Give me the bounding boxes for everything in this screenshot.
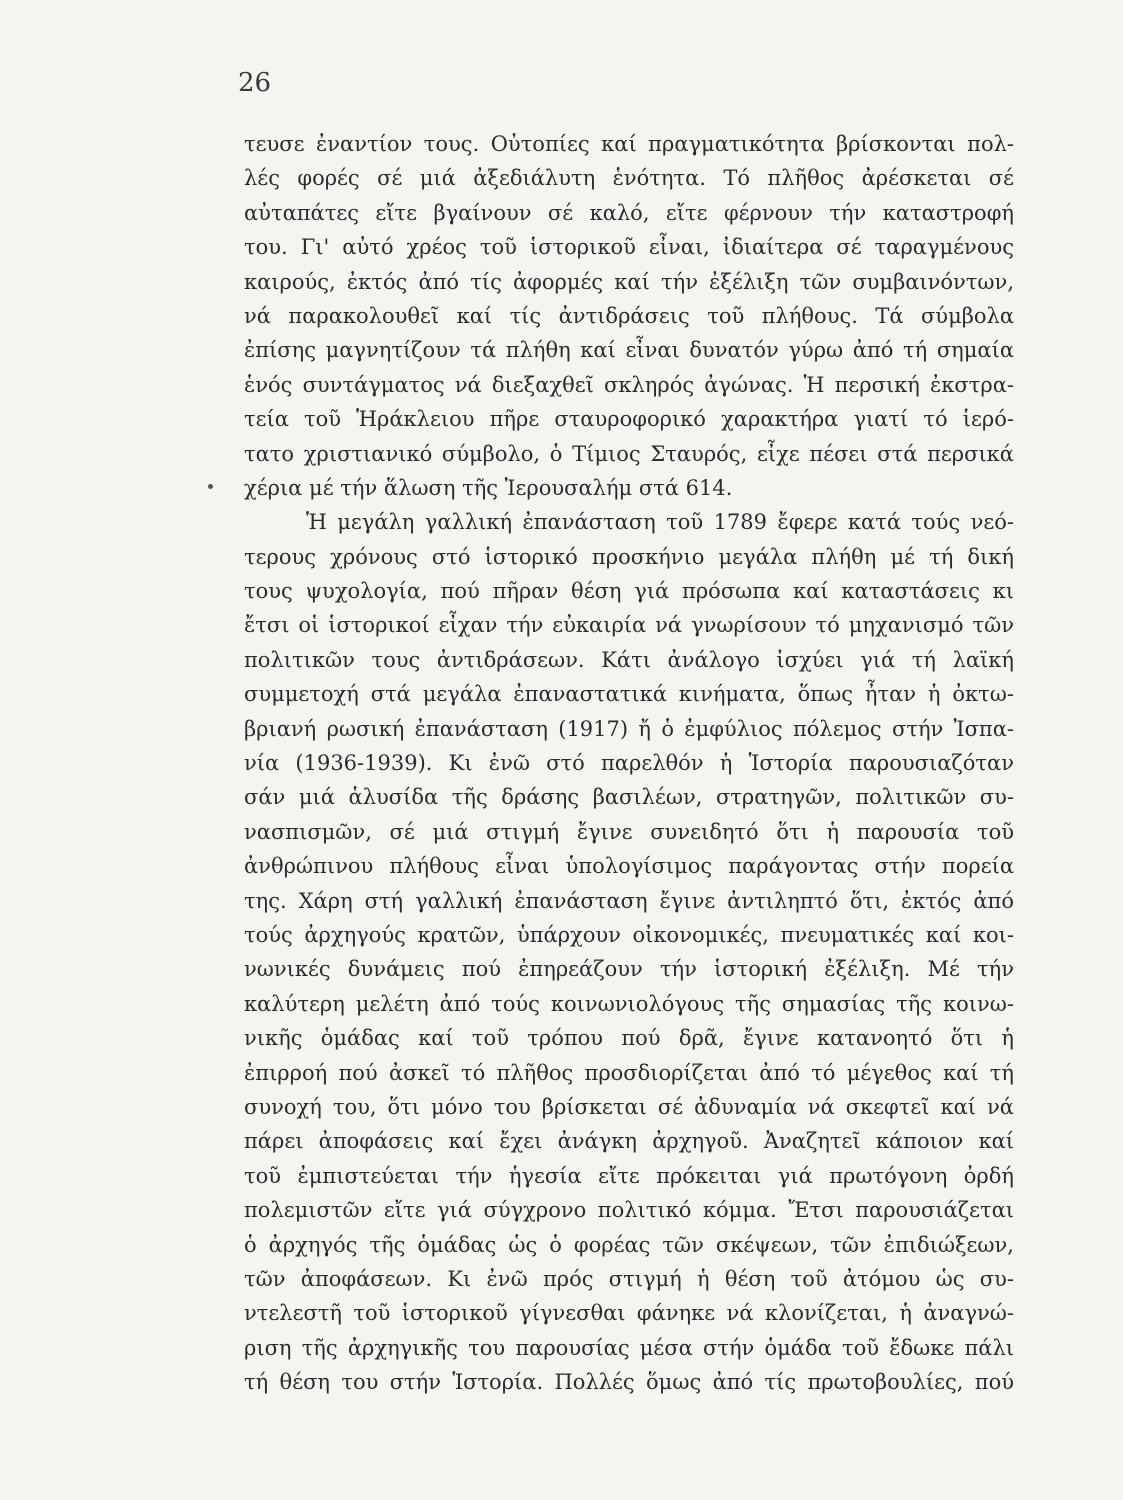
text-line: ἑνός συντάγματος νά διεξαχθεῖ σκληρός ἀγώνας. Ἡ περσική ἐκστρα- <box>244 372 1014 397</box>
text-line: πάρει ἀποφάσεις καί ἔχει ἀνάγκη ἀρχηγοῦ. Ἀναζητεῖ κάποιον καί <box>244 1129 1014 1154</box>
text-line: αὐταπάτες εἴτε βγαίνουν σέ καλό, εἴτε φέρνουν τήν καταστροφή <box>244 200 1014 225</box>
paragraph-2 <box>244 505 1014 1399</box>
text-line: νωνικές δυνάμεις πού ἐπηρεάζουν τήν ἱστορική ἐξέλιξη. Μέ τήν <box>244 957 1014 982</box>
text-line: τῶν ἀποφάσεων. Κι ἐνῶ πρός στιγμή ἡ θέση τοῦ ἀτόμου ὡς συ- <box>244 1266 1014 1291</box>
text-line: νικῆς ὁμάδας καί τοῦ τρόπου πού δρᾶ, ἔγινε κατανοητό ὅτι ἡ <box>244 1026 1014 1051</box>
text-line: ἔτσι οἱ ἱστορικοί εἶχαν τήν εὐκαιρία νά γνωρίσουν τό μηχανισμό τῶν <box>244 613 1014 638</box>
text-line: νασπισμῶν, σέ μιά στιγμή ἔγινε συνειδητό ὅτι ἡ παρουσία τοῦ <box>244 819 1014 844</box>
text-line: πολιτικῶν τους ἀντιδράσεων. Κάτι ἀνάλογο ἰσχύει γιά τή λαϊκή <box>244 647 1014 672</box>
text-line: τή θέση του στήν Ἱστορία. Πολλές ὅμως ἀπό τίς πρωτοβουλίες, πού <box>244 1370 1014 1395</box>
body-text <box>244 127 1014 1399</box>
text-line: της. Χάρη στή γαλλική ἐπανάσταση ἔγινε ἀντιληπτό ὅτι, ἐκτός ἀπό <box>244 888 1014 913</box>
text-line: τεία τοῦ Ἡράκλειου πῆρε σταυροφορικό χαρακτήρα γιατί τό ἱερό- <box>244 407 1014 432</box>
text-line: πολεμιστῶν εἴτε γιά σύγχρονο πολιτικό κόμμα. Ἔτσι παρουσιάζεται <box>244 1198 1014 1223</box>
text-line: νία (1936-1939). Κι ἐνῶ στό παρελθόν ἡ Ἱστορία παρουσιαζόταν <box>244 751 1014 776</box>
text-line: τους ψυχολογία, πού πῆραν θέση γιά πρόσωπα καί καταστάσεις κι <box>244 579 1014 604</box>
text-line: ἐπίσης μαγνητίζουν τά πλήθη καί εἶναι δυνατόν γύρω ἀπό τή σημαία <box>244 338 1014 363</box>
text-line: τατο χριστιανικό σύμβολο, ὁ Τίμιος Σταυρός, εἶχε πέσει στά περσικά <box>244 441 1014 466</box>
page-number: 26 <box>238 68 272 98</box>
bullet-dot-icon <box>208 484 213 489</box>
text-line: σάν μιά ἁλυσίδα τῆς δράσης βασιλέων, στρατηγῶν, πολιτικῶν συ- <box>244 785 1014 810</box>
text-line: νά παρακολουθεῖ καί τίς ἀντιδράσεις τοῦ πλήθους. Τά σύμβολα <box>244 303 1014 328</box>
text-line: καιρούς, ἐκτός ἀπό τίς ἀφορμές καί τήν ἐξέλιξη τῶν συμβαινόντων, <box>244 269 1014 294</box>
paragraph-1 <box>244 127 1014 505</box>
text-line: ὁ ἀρχηγός τῆς ὁμάδας ὡς ὁ φορέας τῶν σκέψεων, τῶν ἐπιδιώξεων, <box>244 1232 1014 1257</box>
text-line: τευσε ἐναντίον τους. Οὐτοπίες καί πραγματικότητα βρίσκονται πολ- <box>244 132 1014 156</box>
text-line: συμμετοχή στά μεγάλα ἐπαναστατικά κινήματα, ὅπως ἦταν ἡ ὀκτω- <box>244 682 1014 707</box>
text-line: τοῦ ἐμπιστεύεται τήν ἡγεσία εἴτε πρόκειται γιά πρωτόγονη ὀρδή <box>244 1163 1014 1188</box>
text-line: ριση τῆς ἀρχηγικῆς του παρουσίας μέσα στήν ὁμάδα τοῦ ἔδωκε πάλι <box>244 1335 1014 1360</box>
text-line: τούς ἀρχηγούς κρατῶν, ὑπάρχουν οἰκονομικές, πνευματικές καί κοι- <box>244 922 1014 947</box>
text-line: ἀνθρώπινου πλήθους εἶναι ὑπολογίσιμος παράγοντας στήν πορεία <box>244 854 1014 879</box>
text-line: ἐπιρροή πού ἀσκεῖ τό πλῆθος προσδιορίζεται ἀπό τό μέγεθος καί τή <box>244 1060 1014 1085</box>
text-line: ντελεστῆ τοῦ ἱστορικοῦ γίγνεσθαι φάνηκε νά κλονίζεται, ἡ ἀναγνώ- <box>244 1301 1014 1326</box>
text-line: συνοχή του, ὅτι μόνο του βρίσκεται σέ ἀδυναμία νά σκεφτεῖ καί νά <box>244 1094 1014 1119</box>
text-line: τερους χρόνους στό ἱστορικό προσκήνιο μεγάλα πλήθη μέ τή δική <box>244 544 1014 569</box>
text-line: χέρια μέ τήν ἅλωση τῆς Ἱερουσαλήμ στά 614. <box>244 475 733 500</box>
text-line: βριανή ρωσική ἐπανάσταση (1917) ἤ ὁ ἐμφύλιος πόλεμος στήν Ἰσπα- <box>244 716 1014 741</box>
text-line: Ἡ μεγάλη γαλλική ἐπανάσταση τοῦ 1789 ἔφερε κατά τούς νεό- <box>306 510 1014 535</box>
text-line: λές φορές σέ μιά ἀξεδιάλυτη ἑνότητα. Τό πλῆθος ἀρέσκεται σέ <box>244 166 1014 191</box>
text-line: του. Γι' αὐτό χρέος τοῦ ἱστορικοῦ εἶναι, ἰδιαίτερα σέ ταραγμένους <box>244 235 1014 260</box>
text-line: καλύτερη μελέτη ἀπό τούς κοινωνιολόγους τῆς σημασίας τῆς κοινω- <box>244 991 1014 1016</box>
